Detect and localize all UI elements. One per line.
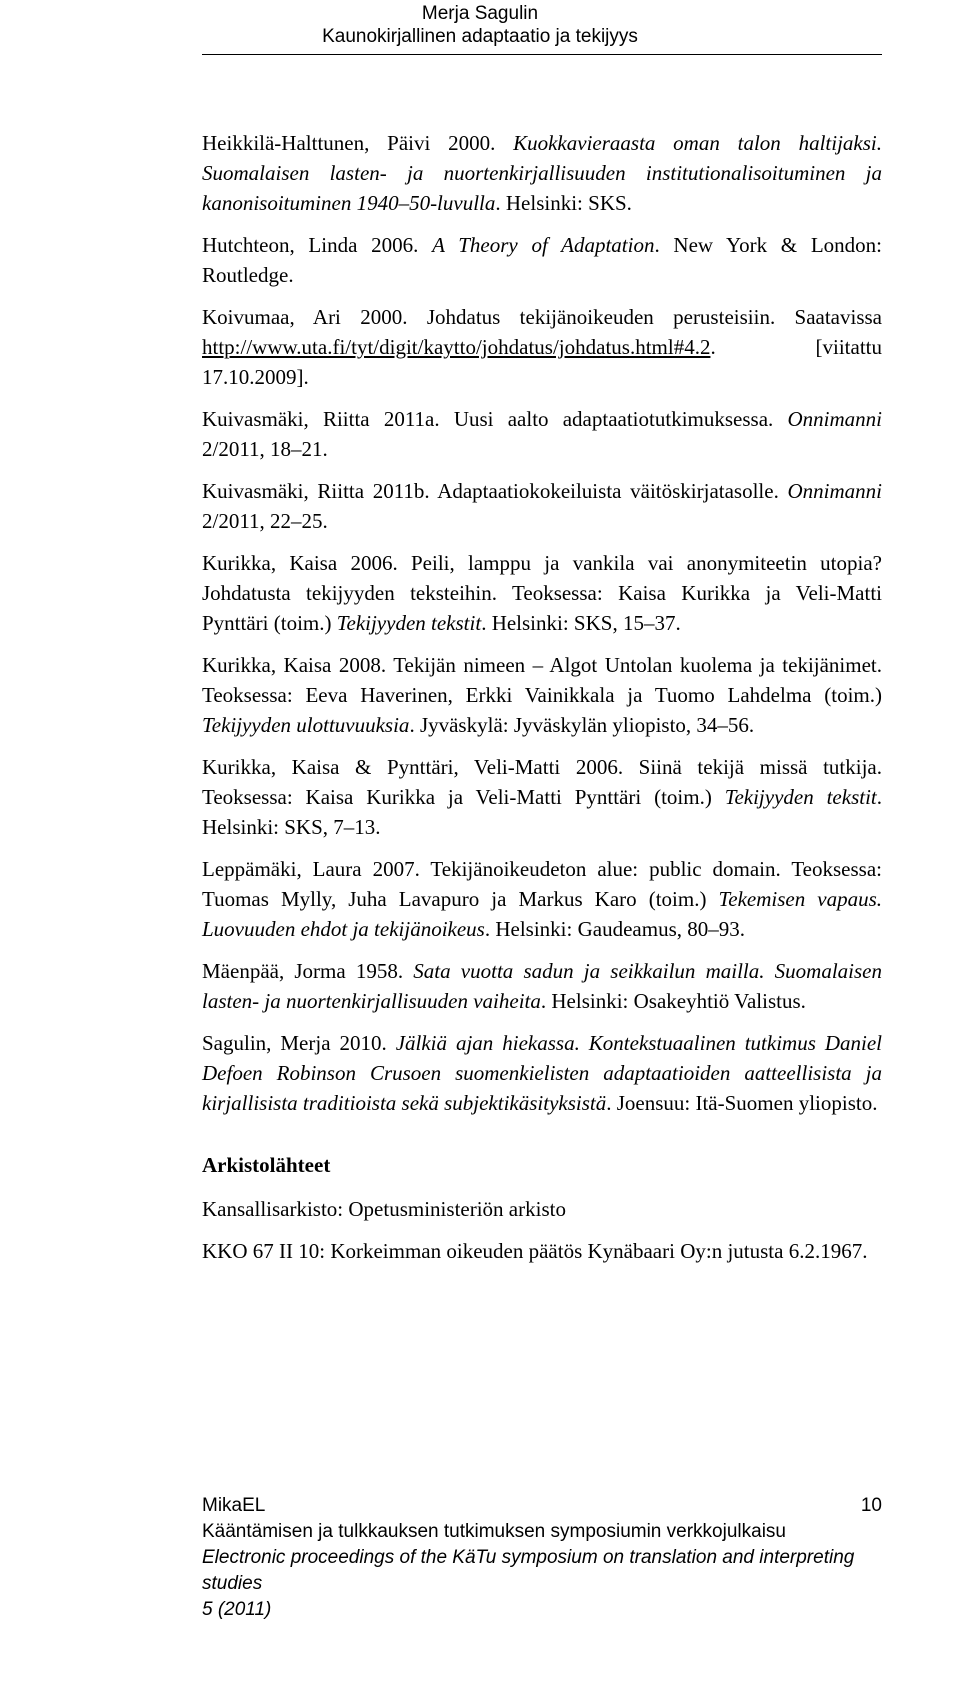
page-footer <box>202 1493 882 1623</box>
header-divider <box>202 54 882 55</box>
reference-entry: Kurikka, Kaisa & Pynttäri, Veli-Matti 2006. Siinä tekijä missä tutkija. Teoksessa: Kaisa Kurikka ja Veli-Matti Pynttäri (toim.) Tekijyyden tekstit. Helsinki: SKS, 7–13. <box>202 755 882 839</box>
reference-entry: Kurikka, Kaisa 2006. Peili, lamppu ja vankila vai anonymiteetin utopia? Johdatusta tekijyyden teksteihin. Teoksessa: Kaisa Kurikka ja Veli-Matti Pynttäri (toim.) Tekijyyden tekstit. Helsinki: SKS, 15–37. <box>202 551 882 635</box>
footer-line-2: Kääntämisen ja tulkkauksen tutkimuksen symposiumin verkkojulkaisu <box>202 1521 786 1542</box>
reference-link[interactable]: http://www.uta.fi/tyt/digit/kaytto/johdatus/johdatus.html#4.2 <box>202 335 711 359</box>
reference-entry: Kuivasmäki, Riitta 2011b. Adaptaatiokokeiluista väitöskirjatasolle. Onnimanni 2/2011, 22–25. <box>202 479 882 533</box>
header-author: Merja Sagulin <box>421 3 539 24</box>
footer-line-3: Electronic proceedings of the KäTu symposium on translation and interpreting studies <box>202 1547 855 1594</box>
reference-entry: Leppämäki, Laura 2007. Tekijänoikeudeton alue: public domain. Teoksessa: Tuomas Mylly, Juha Lavapuro ja Markus Karo (toim.) Tekemisen vapaus. Luovuuden ehdot ja tekijänoikeus. Helsinki: Gaudeamus, 80–93. <box>202 857 882 941</box>
reference-entry: Hutchteon, Linda 2006. A Theory of Adaptation. New York & London: Routledge. <box>202 233 882 287</box>
page-header <box>0 2 960 48</box>
reference-entry: Kuivasmäki, Riitta 2011a. Uusi aalto adaptaatiotutkimuksessa. Onnimanni 2/2011, 18–21. <box>202 407 882 461</box>
header-title: Kaunokirjallinen adaptaatio ja tekijyys <box>322 26 638 47</box>
reference-entry: Mäenpää, Jorma 1958. Sata vuotta sadun ja seikkailun mailla. Suomalaisen lasten- ja nuortenkirjallisuuden vaiheita. Helsinki: Osakeyhtiö Valistus. <box>202 959 882 1013</box>
reference-entry: Koivumaa, Ari 2000. Johdatus tekijänoikeuden perusteisiin. Saatavissa http://www.uta.fi/tyt/digit/kaytto/johdatus/johdatus.html#4.2. [viitattu 17.10.2009]. <box>202 305 883 389</box>
reference-entry: Heikkilä-Halttunen, Päivi 2000. Kuokkavieraasta oman talon haltijaksi. Suomalaisen lasten- ja nuortenkirjallisuuden institutionalisoituminen ja kanonisoituminen 1940–50-luvulla. Helsinki: SKS. <box>202 131 882 215</box>
page-number: 10 <box>860 1495 882 1516</box>
reference-entry: Sagulin, Merja 2010. Jälkiä ajan hiekassa. Kontekstuaalinen tutkimus Daniel Defoen Robinson Crusoen suomenkielisten adaptaatioiden aatteellisista ja kirjallisista traditioista sekä subjektikäsityksistä. Joensuu: Itä-Suomen yliopisto. <box>202 1031 882 1115</box>
footer-publication: MikaEL <box>202 1495 266 1516</box>
archive-entry: Kansallisarkisto: Opetusministeriön arkisto <box>202 1197 566 1221</box>
archive-entry: KKO 67 II 10: Korkeimman oikeuden päätös Kynäbaari Oy:n jutusta 6.2.1967. <box>202 1239 868 1263</box>
reference-entry: Kurikka, Kaisa 2008. Tekijän nimeen – Algot Untolan kuolema ja tekijänimet. Teoksessa: Eeva Haverinen, Erkki Vainikkala ja Tuomo Lahdelma (toim.) Tekijyyden ulottuvuuksia. Jyväskylä: Jyväskylän yliopisto, 34–56. <box>202 653 883 737</box>
bibliography <box>202 128 882 1278</box>
section-heading: Arkistolähteet <box>202 1153 331 1177</box>
footer-line-4: 5 (2011) <box>202 1599 272 1620</box>
